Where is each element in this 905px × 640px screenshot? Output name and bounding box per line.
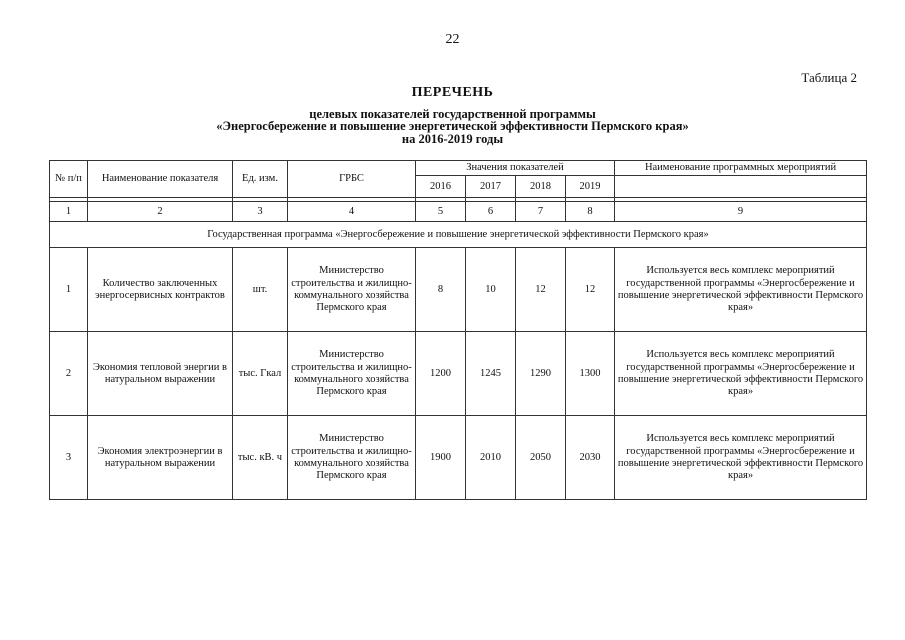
row-value-2018: 2050 <box>516 416 566 500</box>
document-title: ПЕРЕЧЕНЬ <box>411 85 494 100</box>
header-year-2017: 2017 <box>466 176 516 198</box>
row-value-2017: 1245 <box>466 332 516 416</box>
header-activities: Наименование программных мероприятий <box>615 161 867 176</box>
header-year-2016: 2016 <box>416 176 466 198</box>
row-value-2017: 2010 <box>466 416 516 500</box>
row-grbs: Министерство строительства и жилищно-коммунального хозяйства Пермского края <box>288 332 416 416</box>
row-num: 1 <box>50 248 88 332</box>
table-row <box>50 416 867 500</box>
column-number: 7 <box>516 202 566 222</box>
column-number: 5 <box>416 202 466 222</box>
row-value-2017: 10 <box>466 248 516 332</box>
document-subtitle-line-1: целевых показателей государственной программы <box>309 107 596 121</box>
table-row <box>50 332 867 416</box>
header-grbs: ГРБС <box>288 161 416 198</box>
column-number: 2 <box>88 202 233 222</box>
document-subtitle-line-3: на 2016-2019 годы <box>401 132 504 146</box>
row-activities: Используется весь комплекс мероприятий государственной программы «Энергосбережение и повышение энергетической эффективности Пермского края» <box>615 416 867 500</box>
column-number: 6 <box>466 202 516 222</box>
column-number: 4 <box>288 202 416 222</box>
header-values-group: Значения показателей <box>416 161 615 176</box>
table-row <box>50 248 867 332</box>
row-unit: тыс. кВ. ч <box>233 416 288 500</box>
row-grbs: Министерство строительства и жилищно-коммунального хозяйства Пермского края <box>288 248 416 332</box>
header-activities-blank <box>615 176 867 198</box>
row-value-2019: 2030 <box>566 416 615 500</box>
row-activities: Используется весь комплекс мероприятий государственной программы «Энергосбережение и повышение энергетической эффективности Пермского края» <box>615 332 867 416</box>
header-row-1 <box>50 161 867 176</box>
row-value-2018: 12 <box>516 248 566 332</box>
row-activities: Используется весь комплекс мероприятий государственной программы «Энергосбережение и повышение энергетической эффективности Пермского края» <box>615 248 867 332</box>
row-value-2016: 8 <box>416 248 466 332</box>
row-num: 2 <box>50 332 88 416</box>
column-number-row <box>50 202 867 222</box>
indicators-table <box>49 160 867 500</box>
row-value-2018: 1290 <box>516 332 566 416</box>
document-subtitle-line-2: «Энергосбережение и повышение энергетической эффективности Пермского края» <box>216 119 689 133</box>
row-unit: шт. <box>233 248 288 332</box>
row-value-2019: 12 <box>566 248 615 332</box>
program-title: Государственная программа «Энергосбережение и повышение энергетической эффективности Пермского края» <box>50 222 867 248</box>
header-num: № п/п <box>50 161 88 198</box>
row-unit: тыс. Гкал <box>233 332 288 416</box>
row-value-2019: 1300 <box>566 332 615 416</box>
column-number: 1 <box>50 202 88 222</box>
header-year-2019: 2019 <box>566 176 615 198</box>
page-number: 22 <box>445 32 460 47</box>
row-value-2016: 1900 <box>416 416 466 500</box>
column-number: 3 <box>233 202 288 222</box>
program-row <box>50 222 867 248</box>
row-value-2016: 1200 <box>416 332 466 416</box>
header-year-2018: 2018 <box>516 176 566 198</box>
row-indicator-name: Экономия тепловой энергии в натуральном выражении <box>88 332 233 416</box>
column-number: 8 <box>566 202 615 222</box>
header-indicator-name: Наименование показателя <box>88 161 233 198</box>
row-grbs: Министерство строительства и жилищно-коммунального хозяйства Пермского края <box>288 416 416 500</box>
row-indicator-name: Количество заключенных энергосервисных контрактов <box>88 248 233 332</box>
header-unit: Ед. изм. <box>233 161 288 198</box>
row-num: 3 <box>50 416 88 500</box>
column-number: 9 <box>615 202 867 222</box>
table-label: Таблица 2 <box>801 70 857 85</box>
row-indicator-name: Экономия электроэнергии в натуральном выражении <box>88 416 233 500</box>
